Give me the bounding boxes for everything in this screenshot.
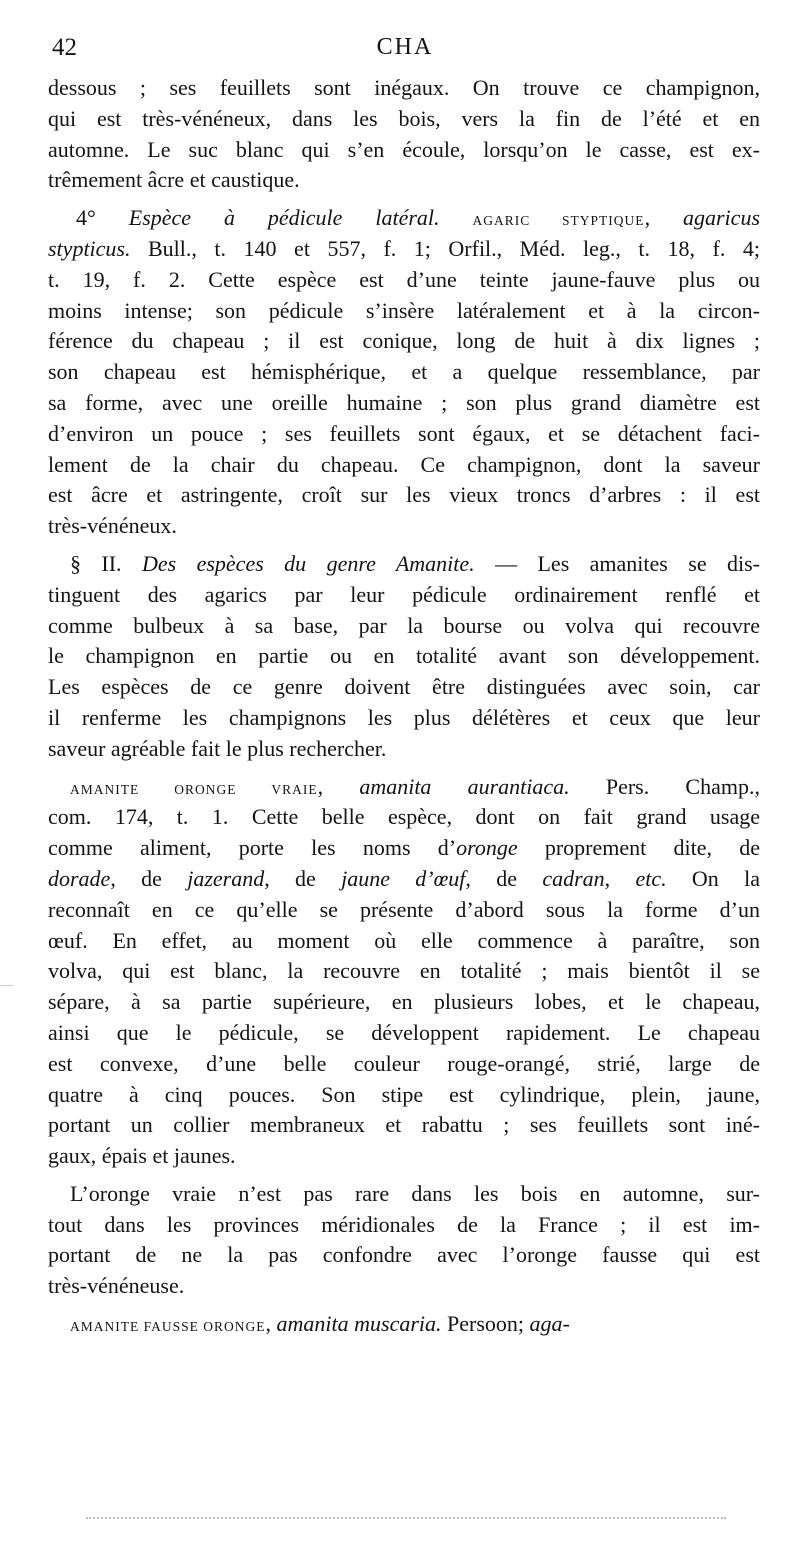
text-run: § II. <box>70 550 142 576</box>
text-run: trêmement âcre et caustique. <box>48 167 300 193</box>
text-run: moins intense; son pédicule s’insère latéralement et à la circon- <box>48 297 760 323</box>
text-line <box>48 265 760 296</box>
text-line <box>48 1309 760 1340</box>
text-run: , de <box>465 865 543 891</box>
text-run: automne. Le suc blanc qui s’en écoule, lorsqu’on le casse, est ex- <box>48 136 760 162</box>
text-run: volva, qui est blanc, la recouvre en totalité ; mais bientôt il se <box>48 958 760 984</box>
text-line <box>48 203 760 234</box>
text-line <box>48 1179 760 1210</box>
text-run: le champignon en partie ou en totalité avant son développement. <box>48 643 760 669</box>
paragraph <box>48 73 760 196</box>
italic-text: Espèce à pédicule latéral. <box>128 205 440 231</box>
text-line <box>48 734 760 765</box>
page-number: 42 <box>52 34 77 61</box>
text-run: 4° <box>76 205 129 231</box>
italic-text: etc. <box>635 865 667 891</box>
text-line <box>48 104 760 135</box>
text-run: , <box>317 773 360 799</box>
text-line <box>48 326 760 357</box>
text-line <box>48 73 760 104</box>
text-line <box>48 987 760 1018</box>
text-line <box>48 1018 760 1049</box>
text-run: , <box>604 865 636 891</box>
text-run: est convexe, d’une belle couleur rouge-orangé, strié, large de <box>48 1050 760 1076</box>
text-line <box>48 1080 760 1111</box>
text-line <box>48 611 760 642</box>
text-line <box>48 926 760 957</box>
text-run: portant de ne la pas confondre avec l’oronge fausse qui est <box>48 1242 760 1268</box>
text-run: tout dans les provinces méridionales de la France ; il est im- <box>48 1211 760 1237</box>
paragraph <box>48 772 760 1172</box>
text-line <box>48 549 760 580</box>
text-run: sépare, à sa partie supérieure, en plusieurs lobes, et le chapeau, <box>48 989 760 1015</box>
text-line <box>48 1110 760 1141</box>
italic-text: oronge <box>456 835 518 861</box>
text-run: comme aliment, porte les noms d’ <box>48 835 457 861</box>
italic-text: Des espèces du genre Amanite. <box>141 550 475 576</box>
text-run: est âcre et astringente, croît sur les vieux troncs d’arbres : il est <box>48 482 760 508</box>
text-line <box>48 833 760 864</box>
text-line <box>48 895 760 926</box>
page-header <box>50 34 760 66</box>
running-head: CHA <box>376 34 434 60</box>
text-run: , de <box>110 865 188 891</box>
text-run <box>440 205 473 230</box>
text-line <box>48 419 760 450</box>
text-line <box>48 802 760 833</box>
text-run: On la <box>666 865 760 891</box>
paragraph <box>48 203 760 542</box>
text-run: ainsi que le pédicule, se développent rapidement. Le chapeau <box>48 1019 760 1045</box>
species-name: AGARIC STYPTIQUE <box>472 213 645 229</box>
text-line <box>48 1240 760 1271</box>
footer-rule <box>86 1517 726 1519</box>
species-name: AMANITE FAUSSE ORONGE <box>70 1319 266 1335</box>
text-line <box>48 388 760 419</box>
text-run: sa forme, avec une oreille humaine ; son plus grand diamètre est <box>48 389 760 415</box>
paragraph <box>48 549 760 765</box>
text-run: , de <box>264 865 342 891</box>
paragraph <box>48 1179 760 1302</box>
text-line <box>48 296 760 327</box>
text-run: reconnaît en ce qu’elle se présente d’abord sous la forme d’un <box>48 896 760 922</box>
text-run: très-vénéneux. <box>48 513 177 539</box>
text-line <box>48 357 760 388</box>
text-run: très-vénéneuse. <box>48 1273 185 1299</box>
text-run: tinguent des agarics par leur pédicule ordinairement renflé et <box>48 581 760 607</box>
text-line <box>48 956 760 987</box>
text-line <box>48 1210 760 1241</box>
italic-text: aga- <box>529 1311 570 1337</box>
text-run: d’environ un pouce ; ses feuillets sont égaux, et se détachent faci- <box>48 420 760 446</box>
text-line <box>48 1271 760 1302</box>
text-line <box>48 1049 760 1080</box>
italic-text: amanita muscaria. <box>276 1311 442 1337</box>
text-run: Persoon; <box>441 1311 530 1337</box>
text-line <box>48 234 760 265</box>
text-run: comme bulbeux à sa base, par la bourse ou volva qui recouvre <box>48 612 760 638</box>
italic-text: stypticus. <box>48 235 131 261</box>
text-line <box>48 772 760 803</box>
text-line <box>48 641 760 672</box>
text-line <box>48 450 760 481</box>
species-name: AMANITE ORONGE VRAIE <box>70 781 318 797</box>
text-line <box>48 580 760 611</box>
text-line <box>48 672 760 703</box>
text-run: dessous ; ses feuillets sont inégaux. On trouve ce champignon, <box>48 75 760 100</box>
text-run: Les espèces de ce genre doivent être distinguées avec soin, car <box>48 674 760 700</box>
paragraph <box>48 1309 760 1340</box>
text-run: , <box>644 205 683 231</box>
italic-text: jaune d’œuf <box>341 865 466 891</box>
gutter-mark <box>0 985 14 986</box>
text-run: saveur agréable fait le plus rechercher. <box>48 735 387 761</box>
text-run: Pers. Champ., <box>569 773 760 799</box>
italic-text: dorade <box>48 865 111 891</box>
text-run: qui est très-vénéneux, dans les bois, vers la fin de l’été et en <box>48 105 760 131</box>
text-run: œuf. En effet, au moment où elle commence à paraître, son <box>48 927 760 953</box>
text-line <box>48 135 760 166</box>
text-run: com. 174, t. 1. Cette belle espèce, dont on fait grand usage <box>48 804 760 830</box>
text-run: il renferme les champignons les plus délétères et ceux que leur <box>48 704 760 730</box>
text-run: , <box>265 1311 277 1337</box>
page-body-text <box>48 73 760 1347</box>
text-line <box>48 864 760 895</box>
italic-text: jazerand <box>187 865 265 891</box>
text-run: t. 19, f. 2. Cette espèce est d’une teinte jaune-fauve plus ou <box>48 266 760 292</box>
text-run: férence du chapeau ; il est conique, long de huit à dix lignes ; <box>48 328 760 354</box>
text-run: Bull., t. 140 et 557, f. 1; Orfil., Méd. leg., t. 18, f. 4; <box>130 235 760 261</box>
text-line <box>48 511 760 542</box>
italic-text: agaricus <box>683 205 760 231</box>
italic-text: amanita aurantiaca. <box>359 773 570 799</box>
text-line <box>48 165 760 196</box>
text-line <box>48 703 760 734</box>
text-run: portant un collier membraneux et rabattu ; ses feuillets sont iné- <box>48 1112 760 1138</box>
text-run: L’oronge vraie n’est pas rare dans les bois en automne, sur- <box>70 1180 760 1206</box>
text-run: son chapeau est hémisphérique, et a quelque ressemblance, par <box>48 359 760 385</box>
text-run: lement de la chair du chapeau. Ce champignon, dont la saveur <box>48 451 760 477</box>
text-run: gaux, épais et jaunes. <box>48 1143 236 1169</box>
italic-text: cadran <box>542 865 605 891</box>
text-run: proprement dite, de <box>517 835 760 861</box>
text-line <box>48 480 760 511</box>
text-run: quatre à cinq pouces. Son stipe est cylindrique, plein, jaune, <box>48 1081 760 1107</box>
text-line <box>48 1141 760 1172</box>
text-run: — Les amanites se dis- <box>474 550 760 576</box>
